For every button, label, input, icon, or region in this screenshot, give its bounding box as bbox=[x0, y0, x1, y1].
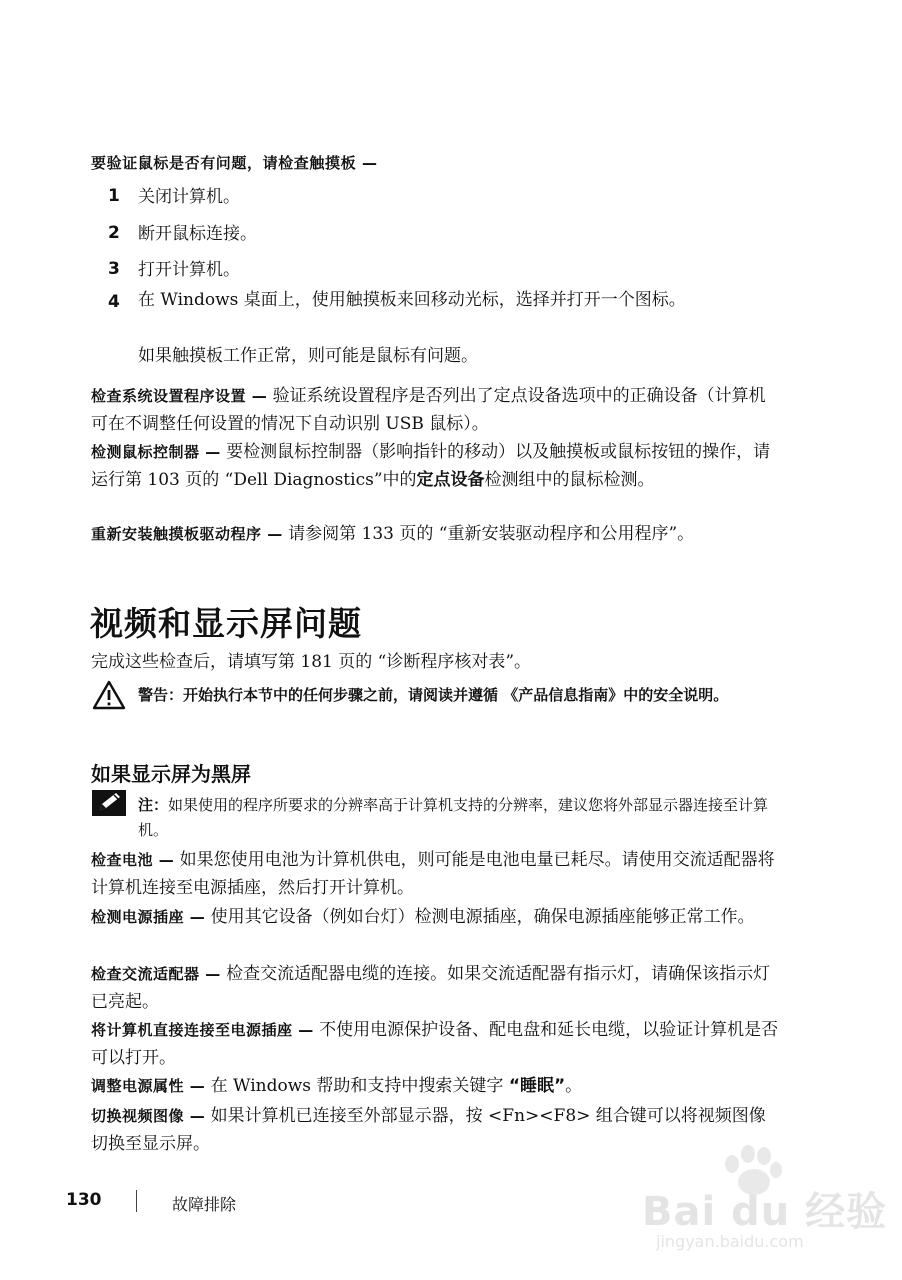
check-lead: 调整电源属性 — bbox=[91, 1077, 206, 1095]
check-bold-term: “睡眠” bbox=[508, 1076, 566, 1096]
step-number: 3 bbox=[108, 259, 120, 279]
check-text: 使用其它设备（例如台灯）检测电源插座，确保电源插座能够正常工作。 bbox=[205, 907, 755, 927]
step-number: 4 bbox=[108, 292, 120, 312]
check-text: 检查交流适配器电缆的连接。如果交流适配器有指示灯，请确保该指示灯已亮起。 bbox=[91, 964, 771, 1012]
mouse-check-heading: 要验证鼠标是否有问题，请检查触摸板 — bbox=[91, 154, 378, 172]
check-item bbox=[91, 438, 781, 494]
note-pencil-icon bbox=[92, 790, 126, 816]
watermark-brand: Bai du 经验 bbox=[642, 1189, 888, 1235]
check-item bbox=[91, 846, 781, 902]
chapter-title: 故障排除 bbox=[172, 1195, 237, 1214]
step-text: 断开鼠标连接。 bbox=[138, 224, 257, 244]
check-text: 验证系统设置程序是否列出了定点设备选项中的正确设备（计算机可在不调整任何设置的情况下自动识别 USB 鼠标）。 bbox=[91, 386, 766, 434]
watermark-url: jingyan.baidu.com bbox=[656, 1232, 804, 1251]
check-bold-term: 定点设备 bbox=[416, 470, 485, 490]
note-text-block bbox=[138, 793, 778, 843]
step-number: 1 bbox=[108, 186, 120, 206]
check-lead: 检查交流适配器 — bbox=[91, 965, 221, 983]
step-number: 2 bbox=[108, 223, 120, 243]
note-text: 如果使用的程序所要求的分辨率高于计算机支持的分辨率，建议您将外部显示器连接至计算机。 bbox=[138, 796, 769, 839]
note-lead: 注： bbox=[138, 796, 169, 814]
check-item bbox=[91, 382, 781, 438]
check-lead: 重新安装触摸板驱动程序 — bbox=[91, 525, 283, 543]
check-lead: 检查系统设置程序设置 — bbox=[91, 387, 268, 405]
check-text: 要检测鼠标控制器（影响指针的移动）以及触摸板或鼠标按钮的操作，请运行第 103 页的 “Dell Diagnostics”中的 bbox=[91, 442, 771, 490]
check-lead: 检测电源插座 — bbox=[91, 908, 206, 926]
warning-triangle-icon bbox=[92, 680, 126, 710]
check-lead: 切换视频图像 — bbox=[91, 1107, 206, 1125]
check-text: 如果您使用电池为计算机供电，则可能是电池电量已耗尽。请使用交流适配器将计算机连接至电源插座，然后打开计算机。 bbox=[91, 850, 775, 898]
check-text: 请参阅第 133 页的 “重新安装驱动程序和公用程序”。 bbox=[282, 524, 695, 544]
warning-text: 警告：开始执行本节中的任何步骤之前，请阅读并遵循 《产品信息指南》中的安全说明。 bbox=[138, 686, 729, 704]
page-number: 130 bbox=[66, 1190, 102, 1210]
check-text: 如果计算机已连接至外部显示器，按 <Fn><F8> 组合键可以将视频图像切换至显示屏。 bbox=[91, 1106, 766, 1154]
section-intro: 完成这些检查后，请填写第 181 页的 “诊断程序核对表”。 bbox=[91, 652, 532, 672]
check-text: 不使用电源保护设备、配电盘和延长电缆，以验证计算机是否可以打开。 bbox=[91, 1020, 779, 1068]
check-item bbox=[91, 1016, 781, 1072]
baidu-watermark bbox=[636, 1142, 888, 1262]
footer-divider bbox=[136, 1190, 137, 1212]
section-title: 视频和显示屏问题 bbox=[90, 604, 362, 643]
check-lead: 检测鼠标控制器 — bbox=[91, 443, 221, 461]
step-text: 打开计算机。 bbox=[138, 260, 240, 280]
check-text: 在 Windows 帮助和支持中搜索关键字 bbox=[205, 1076, 509, 1096]
step-text: 关闭计算机。 bbox=[138, 187, 240, 207]
check-item bbox=[91, 960, 781, 1016]
step-note: 如果触摸板工作正常，则可能是鼠标有问题。 bbox=[138, 346, 478, 366]
check-item bbox=[91, 520, 781, 548]
step-text: 在 Windows 桌面上，使用触摸板来回移动光标，选择并打开一个图标。 bbox=[138, 290, 686, 310]
check-item bbox=[91, 903, 781, 931]
check-text-after: 。 bbox=[565, 1076, 583, 1096]
subsection-title: 如果显示屏为黑屏 bbox=[91, 762, 251, 786]
check-lead: 检查电池 — bbox=[91, 851, 175, 869]
check-item bbox=[91, 1072, 781, 1100]
check-lead: 将计算机直接连接至电源插座 — bbox=[91, 1021, 314, 1039]
check-text-after: 检测组中的鼠标检测。 bbox=[484, 470, 655, 490]
